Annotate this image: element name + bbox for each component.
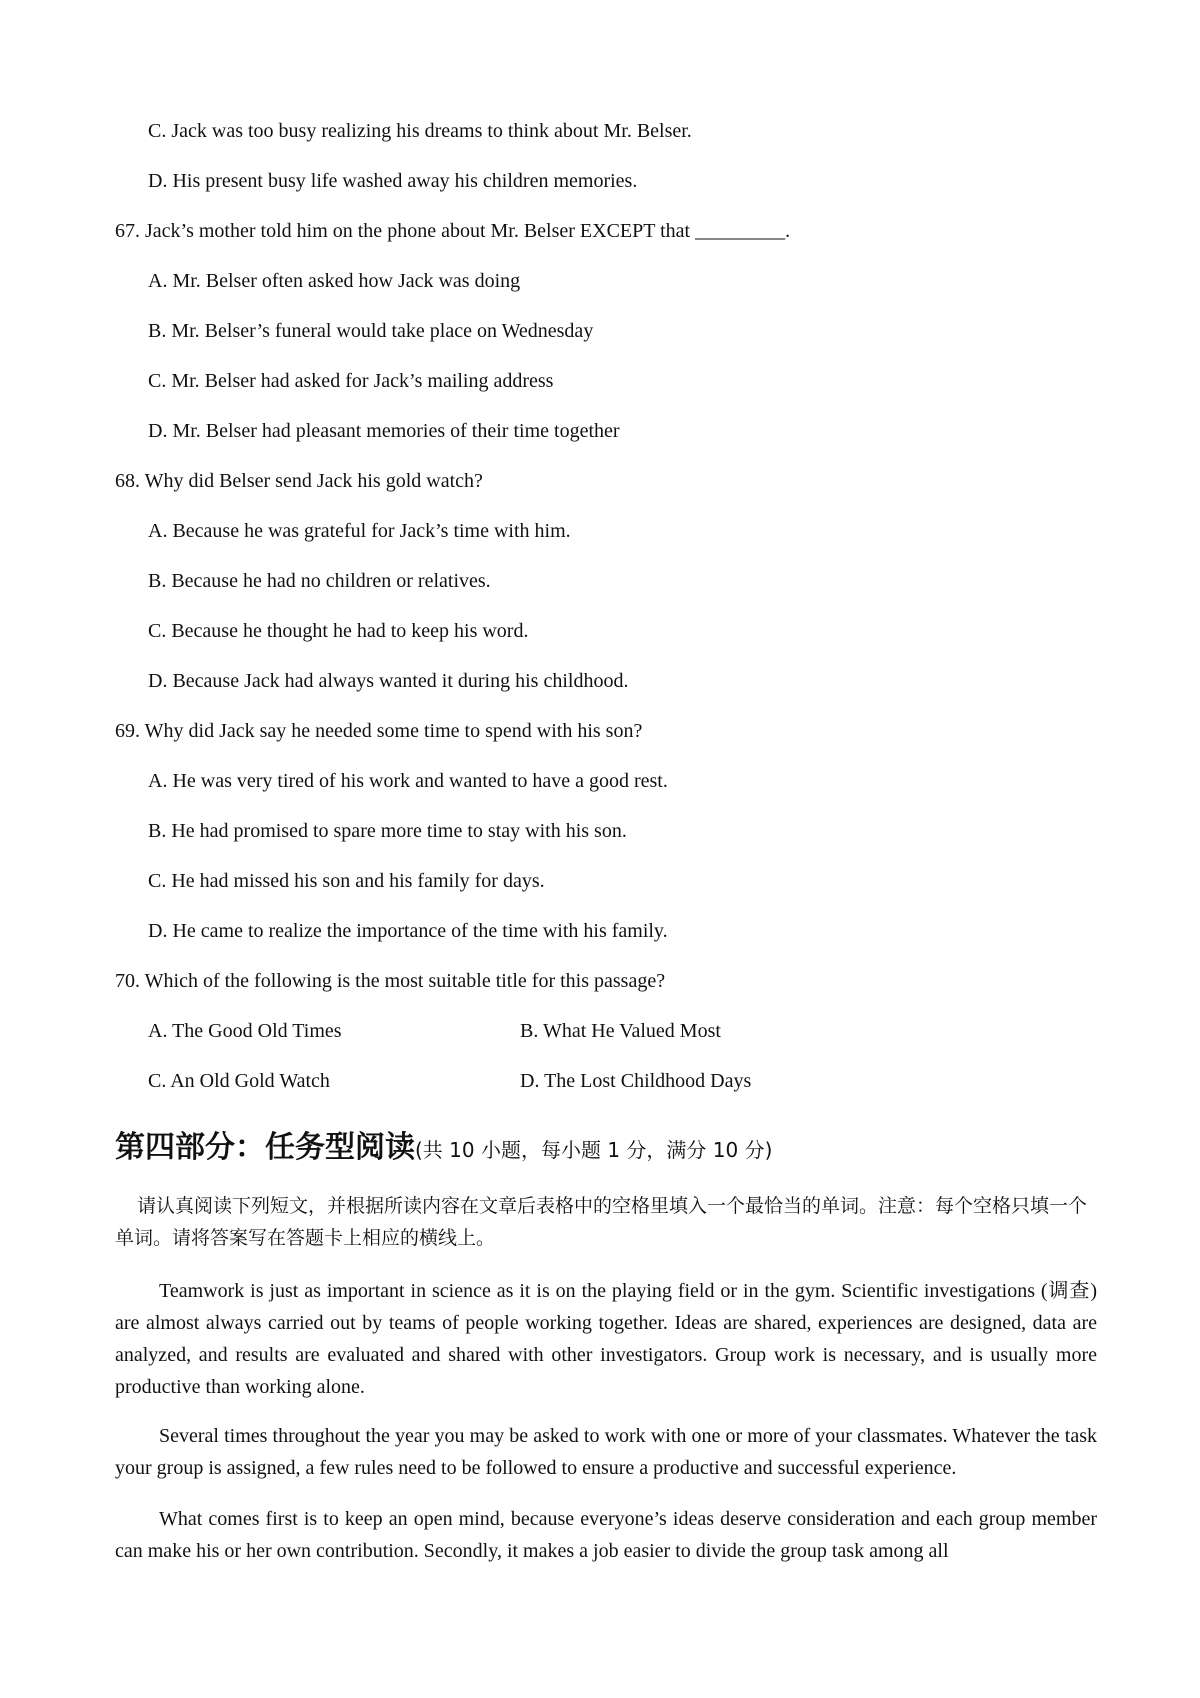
section-instructions: 请认真阅读下列短文，并根据所读内容在文章后表格中的空格里填入一个最恰当的单词。注意：每个空格只填一个单词。请将答案写在答题卡上相应的横线上。 xyxy=(115,1195,1088,1249)
section-title: 第四部分：任务型阅读 xyxy=(115,1130,415,1165)
q67-option-d: D. Mr. Belser had pleasant memories of their time together xyxy=(148,420,620,442)
q67-option-c: C. Mr. Belser had asked for Jack’s mailing address xyxy=(148,370,554,392)
q70-option-c: C. An Old Gold Watch xyxy=(148,1070,330,1092)
q69-option-a: A. He was very tired of his work and wanted to have a good rest. xyxy=(148,770,668,792)
q70-option-b: B. What He Valued Most xyxy=(520,1020,721,1042)
q69-stem: 69. Why did Jack say he needed some time to spend with his son? xyxy=(115,720,643,742)
section-heading xyxy=(115,1128,772,1171)
q68-option-b: B. Because he had no children or relatives. xyxy=(148,570,491,592)
section-note: (共 10 小题，每小题 1 分，满分 10 分) xyxy=(415,1138,773,1162)
q69-option-b: B. He had promised to spare more time to stay with his son. xyxy=(148,820,627,842)
q68-option-d: D. Because Jack had always wanted it during his childhood. xyxy=(148,670,629,692)
q67-option-b: B. Mr. Belser’s funeral would take place on Wednesday xyxy=(148,320,594,342)
q67-stem: 67. Jack’s mother told him on the phone about Mr. Belser EXCEPT that _________. xyxy=(115,220,791,242)
q68-stem: 68. Why did Belser send Jack his gold watch? xyxy=(115,470,483,492)
q68-option-c: C. Because he thought he had to keep his word. xyxy=(148,620,529,642)
passage-paragraph-1: Teamwork is just as important in science as it is on the playing field or in the gym. Scientific investigations (调查) are almost always carried out by teams of people working together. Ideas are shared, experiences are designed, data are analyzed, and results are evaluated and shared with other investigators. Group work is necessary, and is usually more productive than working alone. xyxy=(115,1280,1097,1398)
q70-option-d: D. The Lost Childhood Days xyxy=(520,1070,752,1092)
q69-option-d: D. He came to realize the importance of the time with his family. xyxy=(148,920,668,942)
q67-option-a: A. Mr. Belser often asked how Jack was doing xyxy=(148,270,521,292)
q69-option-c: C. He had missed his son and his family for days. xyxy=(148,870,545,892)
passage-paragraph-3: What comes first is to keep an open mind, because everyone’s ideas deserve consideration and each group member can make his or her own contribution. Secondly, it makes a job easier to divide the group task among all xyxy=(115,1508,1097,1562)
passage-paragraph-2: Several times throughout the year you may be asked to work with one or more of your classmates. Whatever the task your group is assigned, a few rules need to be followed to ensure a productive and successful experience. xyxy=(115,1425,1097,1479)
q68-option-a: A. Because he was grateful for Jack’s time with him. xyxy=(148,520,571,542)
q70-option-a: A. The Good Old Times xyxy=(148,1020,342,1042)
q70-stem: 70. Which of the following is the most suitable title for this passage? xyxy=(115,970,666,992)
q66-option-d: D. His present busy life washed away his children memories. xyxy=(148,170,638,192)
q66-option-c: C. Jack was too busy realizing his dreams to think about Mr. Belser. xyxy=(148,120,692,142)
